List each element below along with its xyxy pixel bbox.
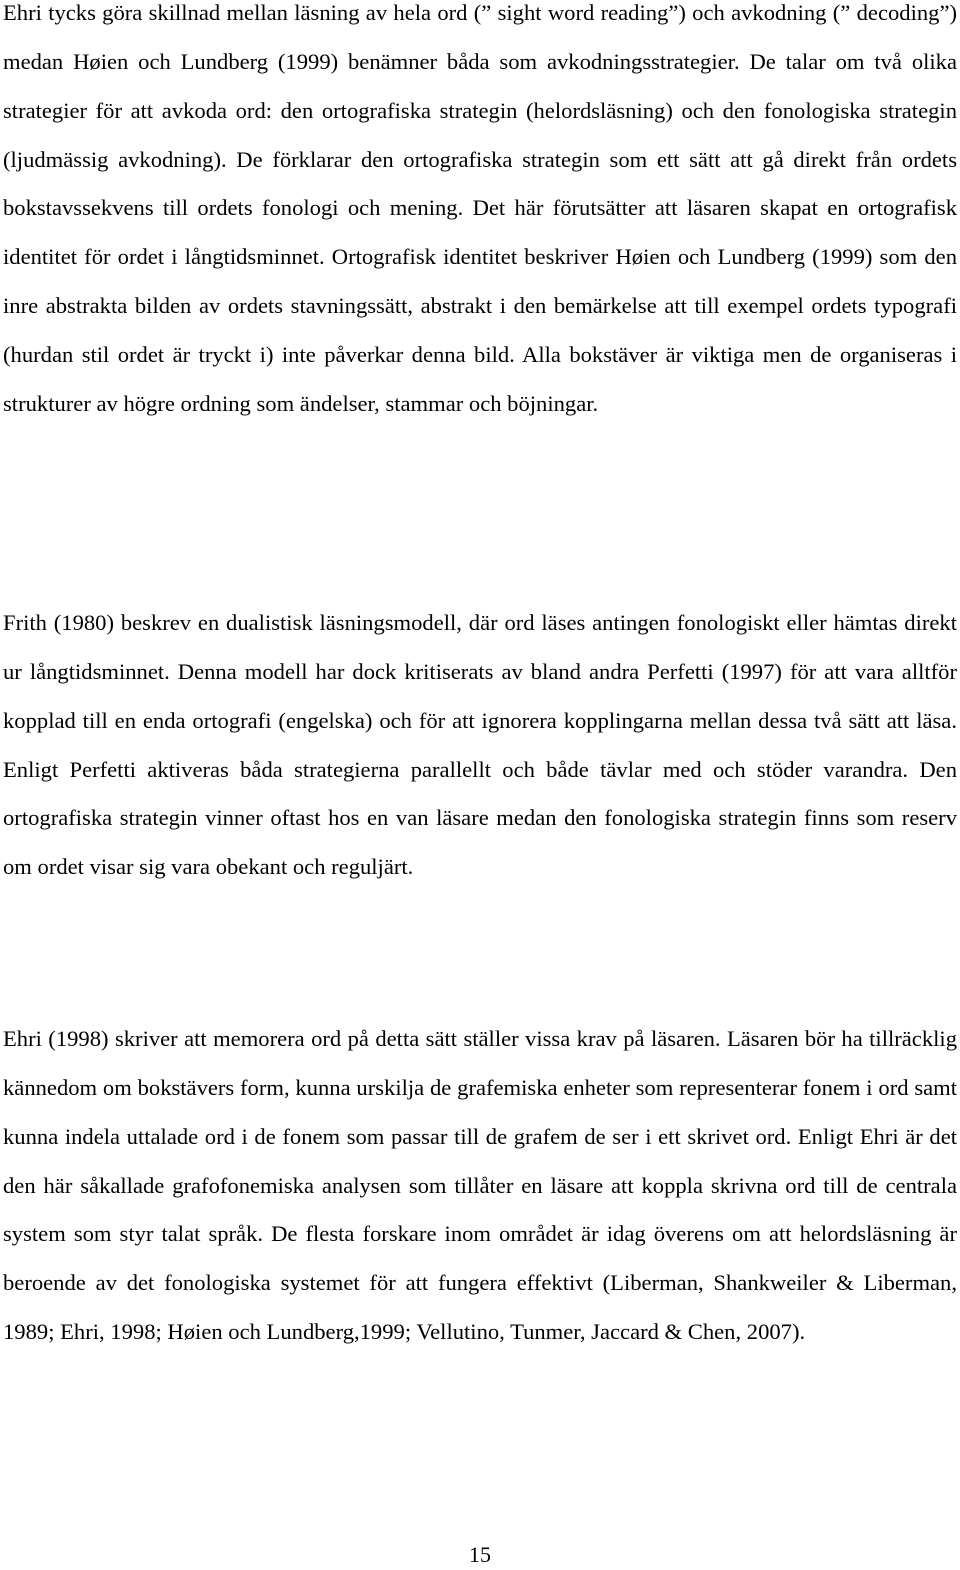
paragraph-ehri-strategies: Ehri tycks göra skillnad mellan läsning av hela ord (” sight word reading”) och avkodning (” decoding”) medan Høien och Lundberg (1999) benämner båda som avkodningsstrategier. De talar om två olika strategier för att avkoda ord: den ortografiska strategin (helordsläsning) och den fonologiska strategin (ljudmässig avkodning). De förklarar den ortografiska strategin som ett sätt att gå direkt från ordets bokstavssekvens till ordets fonologi och mening. Det här förutsätter att läsaren skapat en ortografisk identitet för ordet i långtidsminnet. Ortografisk identitet beskriver Høien och Lundberg (1999) som den inre abstrakta bilden av ordets stavningssätt, abstrakt i den bemärkelse att till exempel ordets typografi (hurdan stil ordet är tryckt i) inte påverkar denna bild. Alla bokstäver är viktiga men de organiseras i strukturer av högre ordning som ändelser, stammar och böjningar. bbox=[3, 0, 957, 416]
paragraph-ehri-requirements: Ehri (1998) skriver att memorera ord på detta sätt ställer vissa krav på läsaren. Läsaren bör ha tillräcklig kännedom om bokstävers form, kunna urskilja de grafemiska enheter som representerar fonem i ord samt kunna indela uttalade ord i de fonem som passar till de grafem de ser i ett skrivet ord. Enligt Ehri är det den här såkallade grafofonemiska analysen som tillåter en läsare att koppla skrivna ord till de centrala system som styr talat språk. De flesta forskare inom området är idag överens om att helordsläsning är beroende av det fonologiska systemet för att fungera effektivt (Liberman, Shankweiler & Liberman, 1989; Ehri, 1998; Høien och Lundberg,1999; Vellutino, Tunmer, Jaccard & Chen, 2007). bbox=[3, 1026, 957, 1345]
page-number: 15 bbox=[469, 1542, 491, 1567]
paragraph-frith-model: Frith (1980) beskrev en dualistisk läsningsmodell, där ord läses antingen fonologiskt eller hämtas direkt ur långtidsminnet. Denna modell har dock kritiserats av bland andra Perfetti (1997) för att vara alltför kopplad till en enda ortografi (engelska) och för att ignorera kopplingarna mellan dessa två sätt att läsa. Enligt Perfetti aktiveras båda strategierna parallellt och både tävlar med och stöder varandra. Den ortografiska strategin vinner oftast hos en van läsare medan den fonologiska strategin finns som reserv om ordet visar sig vara obekant och reguljärt. bbox=[3, 610, 957, 880]
